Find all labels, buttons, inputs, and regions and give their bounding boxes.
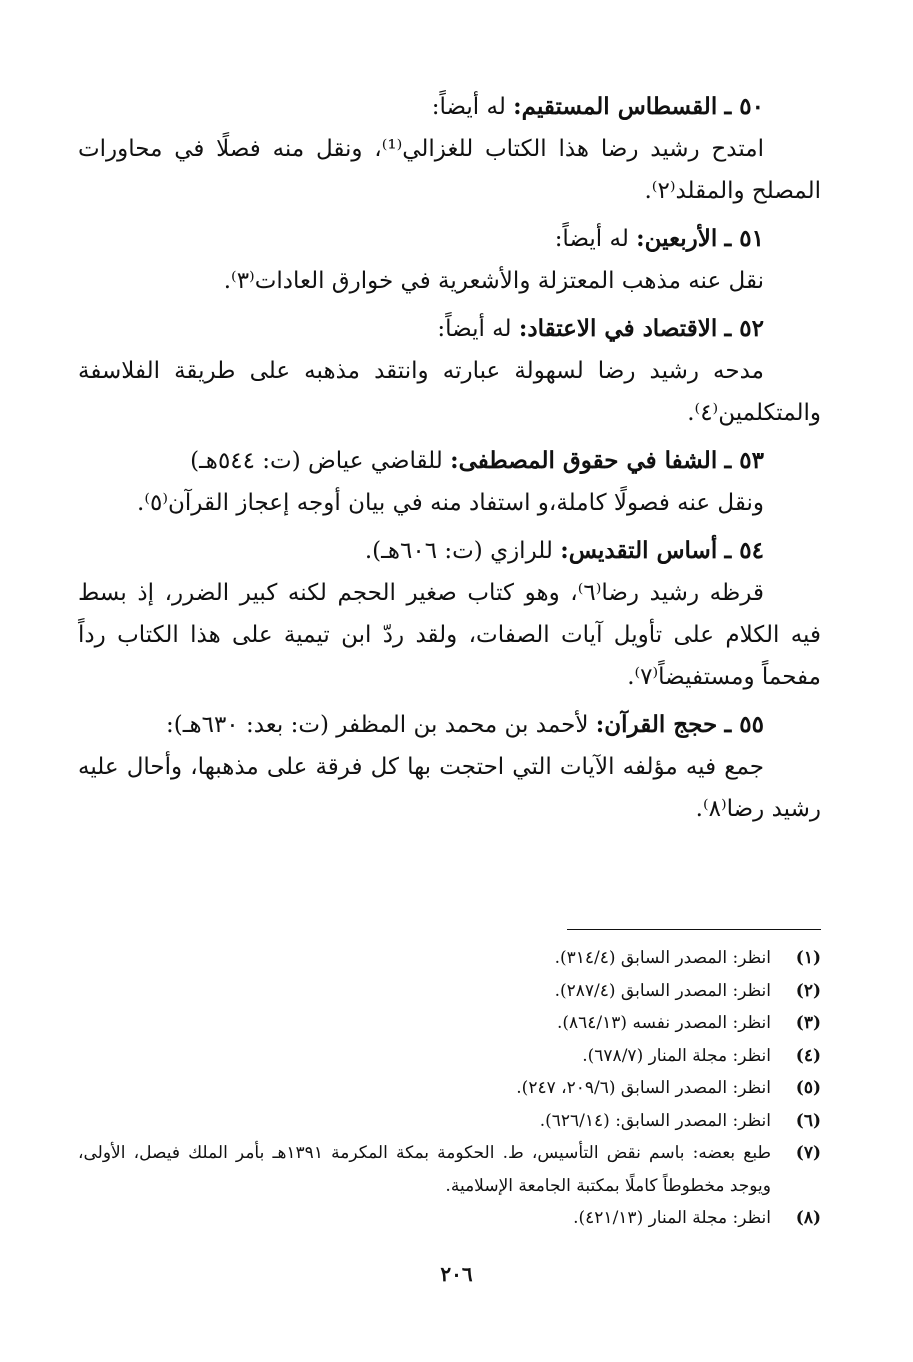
entry-title: الشفا في حقوق المصطفى: [450, 447, 718, 474]
footnote-number: (٧) [795, 1143, 821, 1163]
entry-subtitle: له أيضاً: [554, 226, 629, 252]
entry-subtitle: لأحمد بن محمد بن المظفر (ت: بعد: ٦٣٠هـ): [166, 712, 589, 738]
footnote [78, 1007, 821, 1040]
footnote-number: (٣) [795, 1013, 821, 1033]
footnote [78, 942, 821, 975]
footnote-number: (١) [795, 948, 821, 968]
entry-paragraph: جمع فيه مؤلفه الآيات التي احتجت بها كل فرقة على مذهبها، وأحال عليه رشيد رضا⁽٨⁾. [78, 754, 821, 822]
entry-number: ٥٥ ـ [724, 711, 764, 738]
footnote [78, 975, 821, 1008]
page-number: ٢٠٦ [440, 1262, 473, 1286]
footnote-text: طبع بعضه: باسم نقض التأسيس، ط. الحكومة بمكة المكرمة ١٣٩١هـ بأمر الملك فيصل، الأولى، ويوجد مخطوطاً كاملًا بمكتبة الجامعة الإسلامية. [78, 1143, 772, 1196]
footnote-text: انظر: المصدر السابق (٢٠٩/٦، ٢٤٧). [516, 1078, 771, 1098]
footnote-text: انظر: المصدر نفسه (٨٦٤/١٣). [556, 1013, 771, 1033]
entry-number: ٥٠ ـ [724, 93, 764, 120]
footnote-number: (٦) [795, 1110, 821, 1131]
entry-subtitle: للرازي (ت: ٦٠٦هـ). [364, 538, 553, 564]
footnote [78, 1105, 821, 1138]
entry-paragraph: امتدح رشيد رضا هذا الكتاب للغزالي⁽¹⁾، ونقل منه فصلًا في محاورات المصلح والمقلد⁽٢⁾. [78, 136, 821, 204]
entry-paragraph: نقل عنه مذهب المعتزلة والأشعرية في خوارق العادات⁽٣⁾. [223, 268, 764, 294]
entry-number: ٥١ ـ [724, 225, 764, 252]
entry-title: الأربعين: [636, 225, 718, 252]
footnote [78, 1202, 821, 1235]
entry-paragraph: قرظه رشيد رضا⁽٦⁾، وهو كتاب صغير الحجم لكنه كبير الضرر، إذ بسط فيه الكلام على تأويل آيات الصفات، ولقد ردّ ابن تيمية على هذا الكتاب رداً مفحماً ومستفيضاً⁽٧⁾. [78, 580, 821, 690]
footnote-text: انظر: المصدر السابق (٢٨٧/٤). [554, 980, 771, 1001]
entry-heading [78, 704, 821, 746]
entry-title: الاقتصاد في الاعتقاد: [518, 315, 718, 342]
entry-subtitle: له أيضاً: [431, 94, 506, 120]
footnote [78, 1072, 821, 1105]
footnote [78, 1040, 821, 1073]
entry-number: ٥٢ ـ [724, 315, 764, 342]
main-text [78, 86, 821, 836]
footnotes [78, 942, 821, 1235]
entry-number: ٥٣ ـ [724, 447, 764, 474]
footnote-number: (٤) [795, 1045, 821, 1066]
entry-heading [78, 308, 821, 350]
entry-title: أساس التقديس: [560, 537, 718, 564]
footnote-text: انظر: مجلة المنار (٦٧٨/٧). [582, 1045, 771, 1066]
footnote-text: انظر: مجلة المنار (٤٢١/١٣). [573, 1208, 771, 1228]
entry-subtitle: له أيضاً: [437, 316, 512, 342]
entry-heading [78, 218, 821, 260]
entry-number: ٥٤ ـ [724, 537, 764, 564]
entry-title: حجج القرآن: [595, 711, 718, 738]
entry-paragraph: مدحه رشيد رضا لسهولة عبارته وانتقد مذهبه على طريقة الفلاسفة والمتكلمين⁽٤⁾. [78, 358, 821, 426]
footnote [78, 1137, 821, 1202]
footnote-number: (٢) [795, 980, 821, 1001]
entry-subtitle: للقاضي عياض (ت: ٥٤٤هـ) [190, 448, 443, 474]
entry-title: القسطاس المستقيم: [513, 93, 718, 120]
footnote-text: انظر: المصدر السابق (٣١٤/٤). [554, 948, 771, 968]
entry-paragraph: ونقل عنه فصولًا كاملة،و استفاد منه في بيان أوجه إعجاز القرآن⁽٥⁾. [137, 490, 764, 516]
footnote-number: (٨) [795, 1208, 821, 1228]
entry-heading [78, 440, 821, 482]
entry-heading [78, 86, 821, 128]
entry-heading [78, 530, 821, 572]
footnote-text: انظر: المصدر السابق: (٦٢٦/١٤). [539, 1110, 771, 1131]
footnote-divider [567, 929, 821, 930]
footnote-number: (٥) [795, 1078, 821, 1098]
